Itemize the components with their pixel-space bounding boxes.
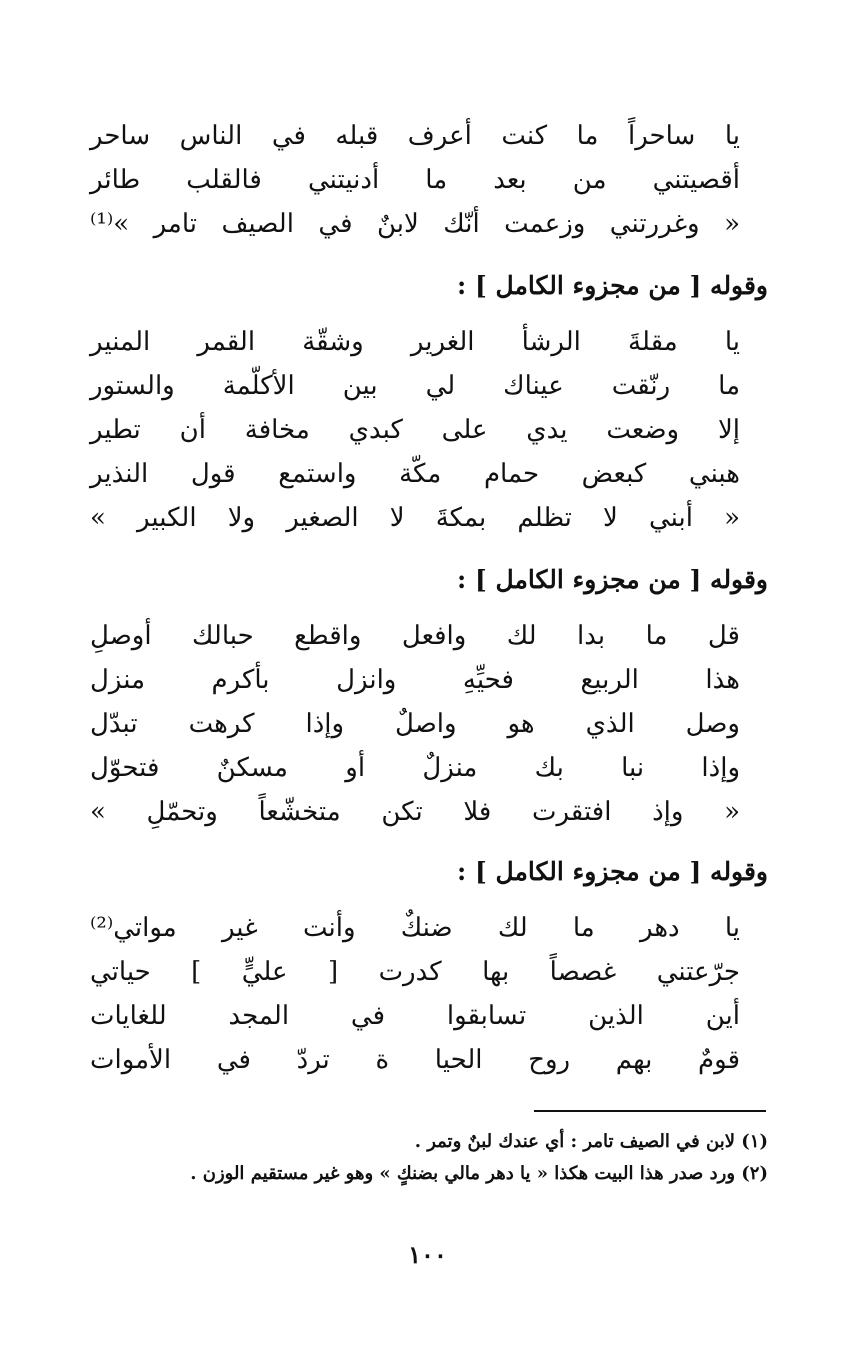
- verse-line: « وغررتني وزعمت أنّك لابنٌ في الصيف تامر »⁽¹⁾: [90, 209, 740, 239]
- verse-line: « أبني لا تظلم بمكةَ لا الصغير ولا الكبير »: [90, 503, 740, 533]
- footnote-divider: [534, 1110, 766, 1112]
- verse-line: يا دهر ما لك ضنكٌ وأنت غير مواتي⁽²⁾: [90, 913, 740, 943]
- section-heading: وقوله [ من مجزوء الكامل ] :: [457, 271, 768, 300]
- poem-stanza-1: [90, 114, 740, 246]
- verse-line: قومٌ بهم روح الحيا ة تردّ في الأموات: [90, 1045, 740, 1075]
- section-heading: وقوله [ من مجزوء الكامل ] :: [457, 857, 768, 886]
- verse-line: يا ساحراً ما كنت أعرف قبله في الناس ساحر: [90, 121, 740, 151]
- verse-line: وإذا نبا بك منزلٌ أو مسكنٌ فتحوّل: [90, 753, 740, 783]
- verse-line: إلا وضعت يدي على كبدي مخافة أن تطير: [90, 415, 740, 445]
- poem-stanza-3: [90, 614, 740, 834]
- footnote-1: (١) لابن في الصيف تامر : أي عندك لبنٌ وتمر .: [414, 1131, 768, 1152]
- verse-line: وصل الذي هو واصلٌ وإذا كرهت تبدّل: [90, 709, 740, 739]
- poem-stanza-4: [90, 906, 740, 1082]
- verse-line: أين الذين تسابقوا في المجد للغايات: [90, 1001, 740, 1031]
- verse-line: « وإذ افتقرت فلا تكن متخشّعاً وتحمّلِ »: [90, 797, 740, 827]
- verse-line: أقصيتني من بعد ما أدنيتني فالقلب طائر: [90, 165, 740, 195]
- footnotes: [90, 1126, 768, 1190]
- verse-line: هذا الربيع فحيِّهِ وانزل بأكرم منزل: [90, 665, 740, 695]
- footnote-2: (٢) ورد صدر هذا البيت هكذا « يا دهر مالي بضنكٍ » وهو غير مستقيم الوزن .: [190, 1163, 768, 1184]
- verse-line: هبني كبعض حمام مكّة واستمع قول النذير: [90, 459, 740, 489]
- poem-stanza-2: [90, 320, 740, 540]
- verse-line: ما رنّقت عيناك لي بين الأكلّمة والستور: [90, 371, 740, 401]
- verse-line: يا مقلةَ الرشأ الغرير وشقّة القمر المنير: [90, 327, 740, 357]
- section-heading: وقوله [ من مجزوء الكامل ] :: [457, 565, 768, 594]
- verse-line: جرّعتني غصصاً بها كدرت [ عليٍّ ] حياتي: [90, 957, 740, 987]
- page-number: ١٠٠: [408, 1240, 447, 1269]
- verse-line: قل ما بدا لك وافعل واقطع حبالك أوصلِ: [90, 621, 740, 651]
